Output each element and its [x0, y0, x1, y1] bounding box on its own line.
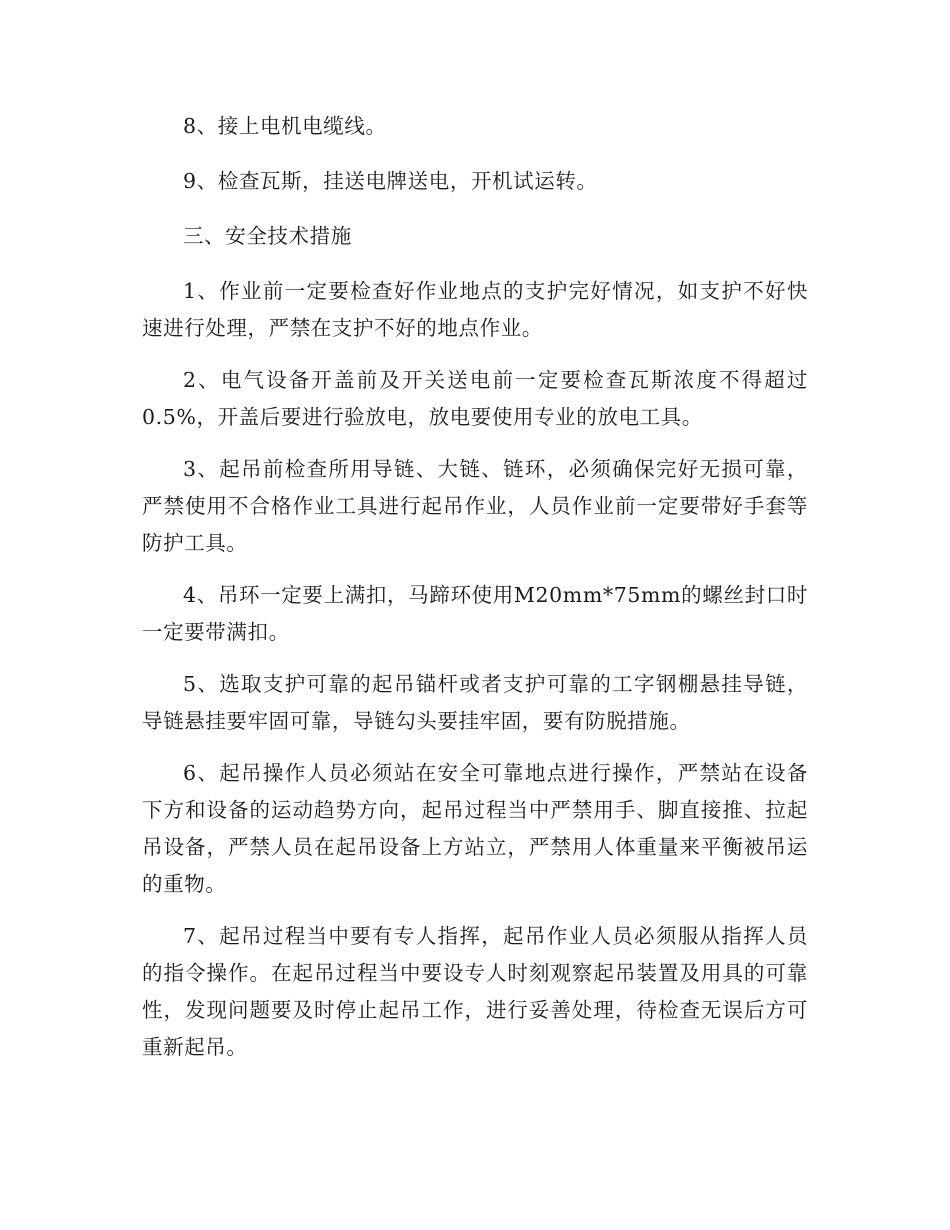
section-heading: 三、安全技术措施	[183, 224, 352, 248]
document-body	[142, 108, 808, 1081]
measure-5-paragraph: 5、选取支护可靠的起吊锚杆或者支护可靠的工字钢棚悬挂导链，导链悬挂要牢固可靠，导链勾头要挂牢固，要有防脱措施。	[142, 672, 808, 733]
step-9-paragraph: 9、检查瓦斯，挂送电牌送电，开机试运转。	[183, 169, 598, 193]
measure-1-paragraph: 1、作业前一定要检查好作业地点的支护完好情况，如支护不好快速进行处理，严禁在支护不好的地点作业。	[142, 279, 808, 340]
measure-4-paragraph: 4、吊环一定要上满扣，马蹄环使用M20mm*75mm的螺丝封口时一定要带满扣。	[142, 583, 808, 644]
measure-6-paragraph: 6、起吊操作人员必须站在安全可靠地点进行操作，严禁站在设备下方和设备的运动趋势方向，起吊过程当中严禁用手、脚直接推、拉起吊设备，严禁人员在起吊设备上方站立，严禁用人体重量来平衡被吊运的重物。	[142, 761, 808, 896]
measure-3-paragraph: 3、起吊前检查所用导链、大链、链环，必须确保完好无损可靠，严禁使用不合格作业工具进行起吊作业，人员作业前一定要带好手套等防护工具。	[142, 457, 808, 555]
step-8-paragraph: 8、接上电机电缆线。	[183, 114, 387, 138]
measure-2-paragraph: 2、电气设备开盖前及开关送电前一定要检查瓦斯浓度不得超过0.5%，开盖后要进行验放电，放电要使用专业的放电工具。	[142, 368, 808, 429]
measure-7-paragraph: 7、起吊过程当中要有专人指挥，起吊作业人员必须服从指挥人员的指令操作。在起吊过程当中要设专人时刻观察起吊装置及用具的可靠性，发现问题要及时停止起吊工作，进行妥善处理，待检查无误后方可重新起吊。	[142, 924, 808, 1059]
